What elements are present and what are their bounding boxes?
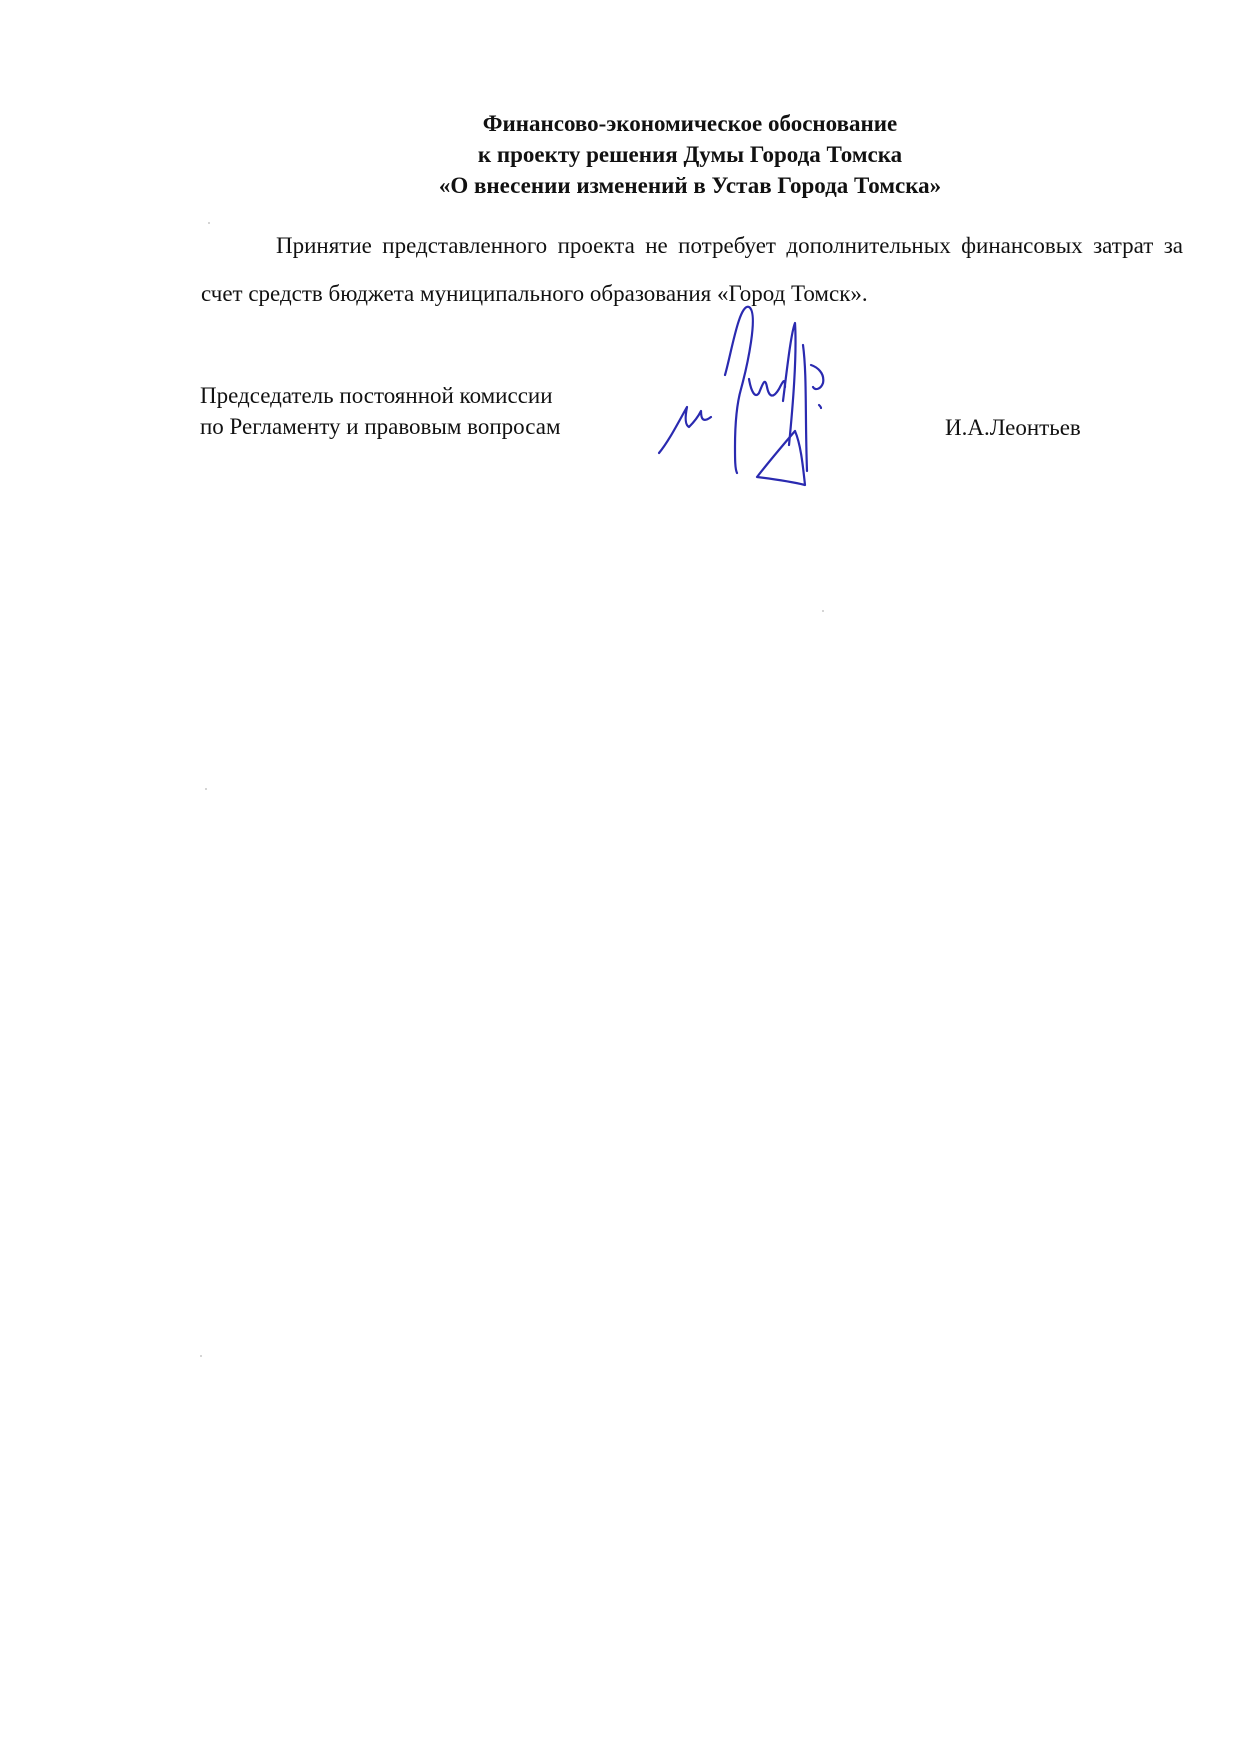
scan-speck xyxy=(822,610,824,612)
scan-speck xyxy=(200,1355,202,1357)
title-line-2: к проекту решения Думы Города Томска xyxy=(477,142,903,167)
signatory-position-line-2: по Регламенту и правовым вопросам xyxy=(200,414,561,439)
body-paragraph: Принятие представленного проекта не потребует дополнительных финансовых затрат за счет средств бюджета муниципального образования «Город Томск». xyxy=(201,233,1183,306)
signatory-name: И.А.Леонтьев xyxy=(945,415,1081,440)
title-line-3: «О внесении изменений в Устав Города Томска» xyxy=(438,173,942,198)
scan-speck xyxy=(208,222,210,224)
title-line-1: Финансово-экономическое обоснование xyxy=(482,111,898,136)
signatory-position xyxy=(200,380,561,442)
handwritten-signature xyxy=(655,295,870,490)
signatory-position-line-1: Председатель постоянной комиссии xyxy=(200,383,553,408)
scan-speck xyxy=(205,788,207,790)
document-title xyxy=(200,108,1180,201)
